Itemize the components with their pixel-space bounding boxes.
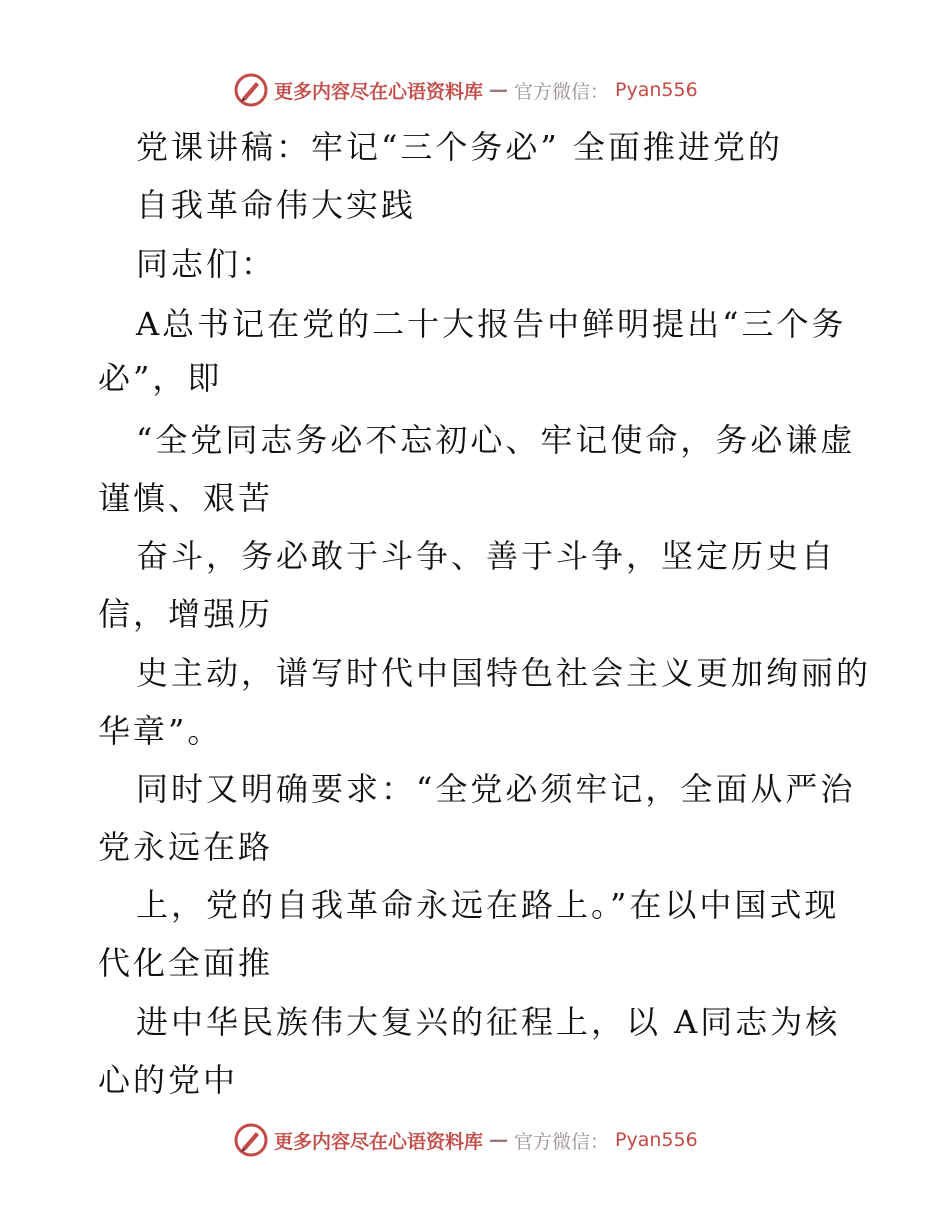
banner-dash: — <box>489 79 509 101</box>
body-line: 奋斗，务必敢于斗争、善于斗争，坚定历史自 <box>136 537 837 575</box>
banner-wechat-id: Pyan556 <box>615 79 698 101</box>
body-line: 同时又明确要求：“全党必须牢记，全面从严治 <box>136 770 856 808</box>
body-line: 心的党中 <box>98 1061 239 1099</box>
pen-logo-icon <box>234 1123 268 1157</box>
banner-main-text: 更多内容尽在心语资料库 <box>274 80 484 103</box>
body-line: 信，增强历 <box>98 595 274 633</box>
banner-label: 官方微信： <box>514 1130 610 1153</box>
banner-label: 官方微信： <box>514 80 610 103</box>
body-line: 党永远在路 <box>98 828 274 866</box>
banner-main-text: 更多内容尽在心语资料库 <box>274 1130 484 1153</box>
pen-logo-icon <box>234 73 268 107</box>
body-line: 谨慎、艰苦 <box>98 479 274 517</box>
document-title-line-1: 党课讲稿：牢记“三个务必” 全面推进党的 <box>136 128 783 166</box>
body-line: 华章”。 <box>98 712 223 750</box>
body-line: “全党同志务必不忘初心、牢记使命，务必谦虚 <box>136 421 856 459</box>
body-line: 必”，即 <box>98 359 223 397</box>
document-title-line-2: 自我革命伟大实践 <box>136 186 417 224</box>
body-line: 进中华民族伟大复兴的征程上，以 A同志为核 <box>136 1003 841 1041</box>
body-line: A总书记在党的二十大报告中鲜明提出“三个务 <box>136 305 847 343</box>
greeting: 同志们： <box>136 245 277 283</box>
body-line: 史主动，谱写时代中国特色社会主义更加绚丽的 <box>136 654 872 692</box>
footer-watermark-banner <box>234 1123 698 1157</box>
body-line: 代化全面推 <box>98 944 274 982</box>
banner-wechat-id: Pyan556 <box>615 1129 698 1151</box>
banner-dash: — <box>489 1129 509 1151</box>
header-watermark-banner <box>234 73 698 107</box>
body-line: 上，党的自我革命永远在路上。”在以中国式现 <box>136 886 840 924</box>
